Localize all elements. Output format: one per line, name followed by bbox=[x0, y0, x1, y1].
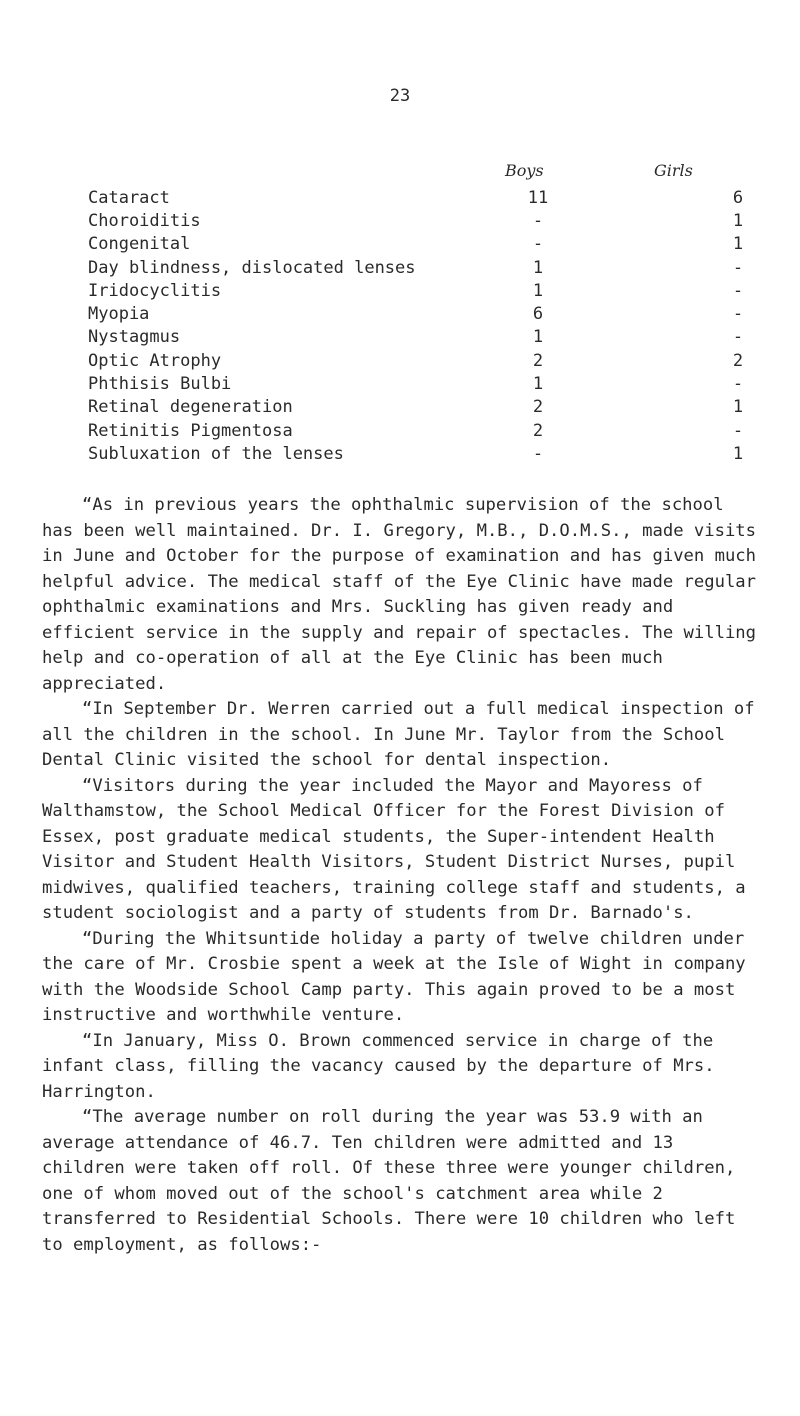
paragraph: “In September Dr. Werren carried out a full medical inspection of all the children in the school. In June Mr. Taylor from the School Dental Clinic visited the school for dental inspection. bbox=[42, 699, 755, 770]
condition-name: Nystagmus bbox=[88, 327, 181, 348]
page-number: 23 bbox=[389, 86, 411, 106]
boys-count: 1 bbox=[532, 257, 544, 278]
condition-name: Retinitis Pigmentosa bbox=[88, 420, 293, 441]
condition-name: Retinal degeneration bbox=[88, 397, 293, 418]
paragraph: “During the Whitsuntide holiday a party of twelve children under the care of Mr. Crosbie spent a week at the Isle of Wight in company with the Woodside School Camp party. This again proved to be a most instructive and worthwhile venture. bbox=[42, 928, 746, 1025]
table-row bbox=[88, 256, 768, 279]
table-row bbox=[88, 349, 768, 372]
condition-name: Optic Atrophy bbox=[88, 350, 222, 371]
table-row bbox=[88, 442, 768, 465]
boys-count: 1 bbox=[532, 327, 544, 348]
condition-name: Day blindness, dislocated lenses bbox=[88, 257, 416, 278]
table-row bbox=[88, 279, 768, 302]
boys-count: - bbox=[532, 443, 544, 464]
girls-count: 2 bbox=[732, 350, 744, 371]
column-header-girls: Girls bbox=[654, 161, 693, 180]
boys-count: 1 bbox=[532, 374, 544, 395]
condition-name: Choroiditis bbox=[88, 210, 201, 231]
girls-count: 1 bbox=[732, 443, 744, 464]
conditions-table bbox=[88, 186, 768, 466]
girls-count: - bbox=[732, 280, 744, 301]
girls-count: 1 bbox=[732, 210, 744, 231]
girls-count: - bbox=[732, 327, 744, 348]
girls-count: 6 bbox=[732, 187, 744, 208]
table-row bbox=[88, 302, 768, 325]
boys-count: 2 bbox=[532, 350, 544, 371]
report-text bbox=[42, 493, 762, 1258]
table-row bbox=[88, 419, 768, 442]
girls-count: - bbox=[732, 374, 744, 395]
boys-count: - bbox=[532, 210, 544, 231]
girls-count: - bbox=[732, 420, 744, 441]
boys-count: - bbox=[532, 234, 544, 255]
condition-name: Phthisis Bulbi bbox=[88, 374, 232, 395]
paragraph: “As in previous years the ophthalmic supervision of the school has been well maintained. Dr. I. Gregory, M.B., D.O.M.S., made visits in June and October for the purpose of examination and has given much helpful advice. The medical staff of the Eye Clinic have made regular ophthalmic examinations and Mrs. Suckling has given ready and efficient service in the supply and repair of spectacles. The willing help and co-operation of all at the Eye Clinic has been much appreciated. bbox=[42, 495, 756, 694]
girls-count: - bbox=[732, 304, 744, 325]
condition-name: Congenital bbox=[88, 234, 191, 255]
boys-count: 11 bbox=[527, 187, 549, 208]
paragraph: “In January, Miss O. Brown commenced service in charge of the infant class, filling the vacancy caused by the departure of Mrs. Harrington. bbox=[42, 1030, 715, 1102]
boys-count: 2 bbox=[532, 397, 544, 418]
boys-count: 6 bbox=[532, 304, 544, 325]
table-row bbox=[88, 396, 768, 419]
boys-count: 2 bbox=[532, 420, 544, 441]
girls-count: 1 bbox=[732, 234, 744, 255]
condition-name: Subluxation of the lenses bbox=[88, 443, 344, 464]
paragraph: “The average number on roll during the year was 53.9 with an average attendance of 46.7. Ten children were admitted and 13 children were taken off roll. Of these three were younger children, one of whom moved out of the school's catchment area while 2 transferred to Residential Schools. There were 10 children who left to employment, as follows:- bbox=[42, 1107, 736, 1255]
column-header-boys: Boys bbox=[505, 161, 544, 180]
table-row bbox=[88, 186, 768, 209]
boys-count: 1 bbox=[532, 280, 544, 301]
condition-name: Myopia bbox=[88, 304, 150, 325]
table-row bbox=[88, 233, 768, 256]
girls-count: 1 bbox=[732, 397, 744, 418]
condition-name: Cataract bbox=[88, 187, 170, 208]
table-row bbox=[88, 326, 768, 349]
girls-count: - bbox=[732, 257, 744, 278]
condition-name: Iridocyclitis bbox=[88, 280, 222, 301]
table-row bbox=[88, 209, 768, 232]
table-row bbox=[88, 372, 768, 395]
paragraph: “Visitors during the year included the Mayor and Mayoress of Walthamstow, the School Medical Officer for the Forest Division of Essex, post graduate medical students, the Super-intendent Health Visitor and Student Health Visitors, Student District Nurses, pupil midwives, qualified teachers, training college staff and students, a student sociologist and a party of students from Dr. Barnado's. bbox=[42, 775, 746, 923]
